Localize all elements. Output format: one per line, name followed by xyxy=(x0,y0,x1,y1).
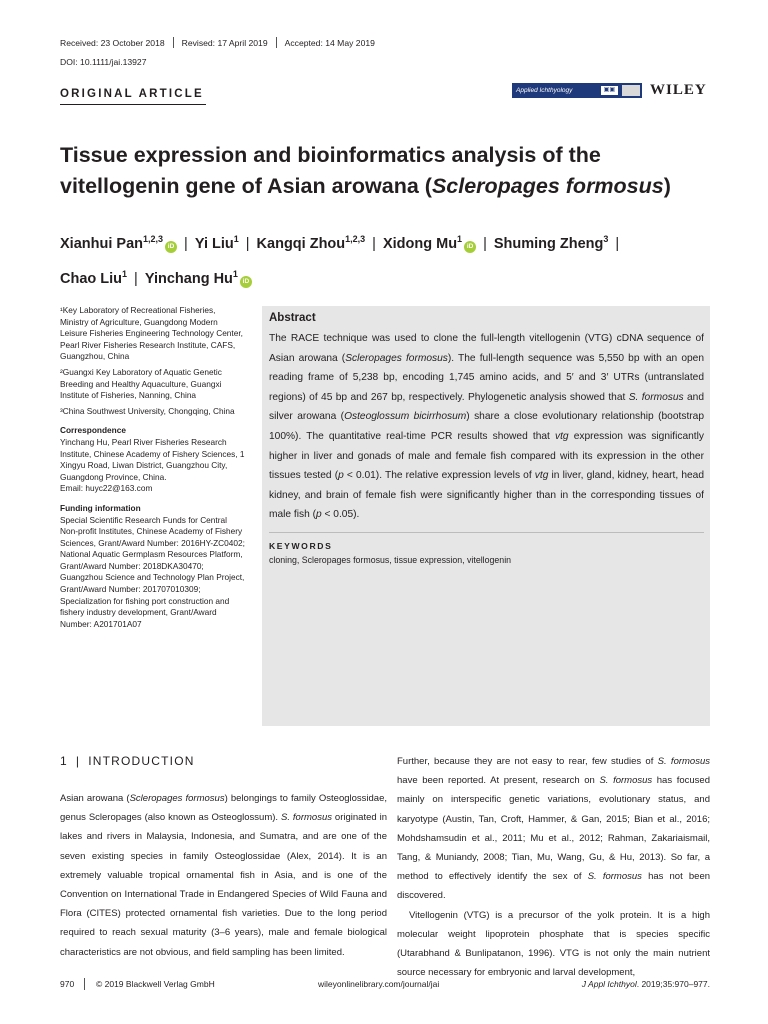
body-paragraph: Further, because they are not easy to rear, few studies of S. formosus have been reported. At present, research on S. formosus has focused mainly on interspecific genetic variations, evolutionary status, and karyotype (Austin, Tan, Croft, Hammer, & Gan, 2015; Bian et al., 2016; Mohdshamsudin et al., 2011; Mu et al., 2012; Rahman, Zakariaismail, Tang, & Muniandy, 2008; Tian, Mu, Wang, Gu, & Hu, 2013). So far, a method to effectively identify the sex of S. formosus has not been discovered. xyxy=(397,756,711,902)
author[interactable] xyxy=(144,268,252,287)
author-affil: 1,2,3 xyxy=(345,234,366,244)
body-column-left xyxy=(60,789,387,962)
divider: | xyxy=(372,235,376,252)
affiliation: ²Guangxi Key Laboratory of Aquatic Genetic Breeding and Healthy Aquaculture, Guangxi Institute of Fisheries, Nanning, China xyxy=(60,366,222,401)
author-name: Chao Liu xyxy=(60,270,123,287)
correspondence-email[interactable]: Email: huyc22@163.com xyxy=(60,483,153,494)
author[interactable] xyxy=(383,236,476,252)
abstract-heading: Abstract xyxy=(269,312,316,324)
author-name: Shuming Zheng xyxy=(493,235,604,252)
revised-date: Revised: 17 April 2019 xyxy=(181,38,268,48)
orcid-icon[interactable]: iD xyxy=(240,276,252,288)
divider xyxy=(269,532,704,533)
divider: | xyxy=(75,754,81,768)
correspondence-heading: Correspondence xyxy=(60,425,126,436)
author-name: Yi Liu xyxy=(194,235,234,252)
author-affil: 1 xyxy=(122,268,128,279)
author-affil: 1 xyxy=(233,234,239,244)
divider: | xyxy=(134,270,138,287)
author[interactable] xyxy=(257,236,366,252)
abstract-text: The RACE technique was used to clone the full-length vitellogenin (VTG) cDNA sequence of Asian arowana (Scleropages formosus). The full-length sequence was 5,550 bp with an open reading frame of 5,238 bp, encoding 1,745 amino acids, and 5′ and 3′ UTRs (untranslated regions) of 45 bp and 267 bp, respectively. Phylogenetic analysis showed that S. formosus and silver arowana (Osteoglossum bicirrhosum) share a close evolutionary relationship (bootstrap 100%). The quantitative real-time PCR results showed that vtg expression was significantly higher in liver and gonads of male and female fish compared with its expression in the other tissues tested (p < 0.01). The relative expression levels of vtg in liver, gland, kidney, heart, head kidney, and brain of female fish were significantly higher than in the corresponding tissues of male fish (p < 0.05). xyxy=(269,333,704,521)
copyright: © 2019 Blackwell Verlag GmbH xyxy=(96,979,215,989)
journal-logo xyxy=(512,83,642,98)
author-name: Yinchang Hu xyxy=(144,270,233,287)
divider: | xyxy=(184,235,188,252)
citation-details: . 2019;35:970–977. xyxy=(636,979,710,989)
doi-link[interactable]: DOI: 10.1111/jai.13927 xyxy=(60,57,147,67)
author-affil: 3 xyxy=(603,234,609,244)
received-date: Received: 23 October 2018 xyxy=(60,38,165,48)
affiliation: ³China Southwest University, Chongqing, China xyxy=(60,405,235,416)
society-logo-icon xyxy=(622,85,640,96)
paper-title xyxy=(60,140,720,202)
article-sidebar xyxy=(60,305,246,630)
keywords-heading: KEYWORDS xyxy=(269,540,333,551)
divider: | xyxy=(245,235,250,252)
funding-heading: Funding information xyxy=(60,502,141,513)
author-affil: 1 xyxy=(232,268,238,279)
author-name: Kangqi Zhou xyxy=(256,235,346,252)
body-paragraph: Asian arowana (Scleropages formosus) belongings to family Osteoglossidae, genus Scleropages (also known as Osteoglossum). S. formosus originated in lakes and rivers in Malaysia, Indonesia, and Sumatra, and are one of the seven existing species in family Osteoglossidae (Alex, 2014). It is an extremely valuable tropical ornamental fish in Asia, and is one of the Convention on International Trade in Endangered Species of Wild Fauna and Flora (CITES) protected ornamental fish varieties. Due to the long period required to reach sexual maturity (3–6 years), male and female biological characteristics are not obvious, and field sampling has been limited. xyxy=(60,793,387,958)
title-text: Tissue expression and bioinformatics analysis of the vitellogenin gene of Asian arowana ( xyxy=(60,143,601,198)
divider: | xyxy=(483,235,487,252)
orcid-icon[interactable]: iD xyxy=(165,241,177,253)
journal-url[interactable]: wileyonlinelibrary.com/journal/jai xyxy=(318,979,440,989)
abstract-box xyxy=(262,306,710,726)
author-affil: 1 xyxy=(457,234,463,244)
author-affil: 1,2,3 xyxy=(143,234,164,244)
author[interactable] xyxy=(60,236,177,252)
section-number: 1 xyxy=(60,754,68,768)
keywords-list: cloning, Scleropages formosus, tissue expression, vitellogenin xyxy=(269,554,512,565)
article-type-label: ORIGINAL ARTICLE xyxy=(60,88,204,100)
title-close: ) xyxy=(663,174,671,198)
accepted-date: Accepted: 14 May 2019 xyxy=(284,38,375,48)
title-species: Scleropages formosus xyxy=(431,174,664,198)
publisher-badge-icon: ▣▣ xyxy=(601,86,618,95)
divider: | xyxy=(615,235,620,252)
dates-line xyxy=(60,37,375,48)
section-heading-introduction xyxy=(60,754,195,768)
journal-logo-text: Applied Ichthyology xyxy=(516,87,573,94)
divider xyxy=(60,104,206,105)
divider xyxy=(276,37,277,48)
journal-name: J Appl Ichthyol xyxy=(581,979,637,989)
divider xyxy=(84,978,85,990)
page-number: 970 xyxy=(60,979,75,989)
author-name: Xianhui Pan xyxy=(60,235,143,252)
citation xyxy=(582,979,710,989)
body-paragraph: Vitellogenin (VTG) is a precursor of the yolk protein. It is a high molecular weight lipoprotein phosphate that is species specific (Utarabhand & Bunlipatanon, 1996). VTG is not only the main nutrient source necessary for embryonic and larval development, xyxy=(397,909,710,979)
author[interactable] xyxy=(195,236,239,252)
divider xyxy=(173,37,174,48)
orcid-icon[interactable]: iD xyxy=(464,241,476,253)
funding-text: Special Scientific Research Funds for Central Non-profit Institutes, Chinese Academy of Fishery Sciences, Grant/Award Number: 2016HY-ZC0402; National Aquatic Germplasm Resources Platform, Grant/Award Number: 2018DKA30470; Guangzhou Science and Technology Plan Project, Grant/Award Number: 201707010309; Specialization for fishing port construction and fishery industry development, Grant/Award Number: A201701A07 xyxy=(60,514,245,629)
correspondence-text: Yinchang Hu, Pearl River Fisheries Research Institute, Chinese Academy of Fishery Sciences, 1 Xingyu Road, Liwan District, Guangzhou City, Guangdong Province, China. xyxy=(60,436,245,482)
publisher-logo: WILEY xyxy=(650,82,707,98)
body-column-right xyxy=(397,752,710,982)
author-list xyxy=(60,224,730,294)
author-name: Xidong Mu xyxy=(382,235,458,252)
author[interactable] xyxy=(60,268,128,287)
affiliation: ¹Key Laboratory of Recreational Fisheries, Ministry of Agriculture, Guangdong Modern Leisure Fisheries Engineering Technology Center, Pearl River Fisheries Research Institute, CAFS, Guangzhou, China xyxy=(60,305,243,362)
author[interactable] xyxy=(494,236,609,252)
section-title: INTRODUCTION xyxy=(88,754,195,768)
